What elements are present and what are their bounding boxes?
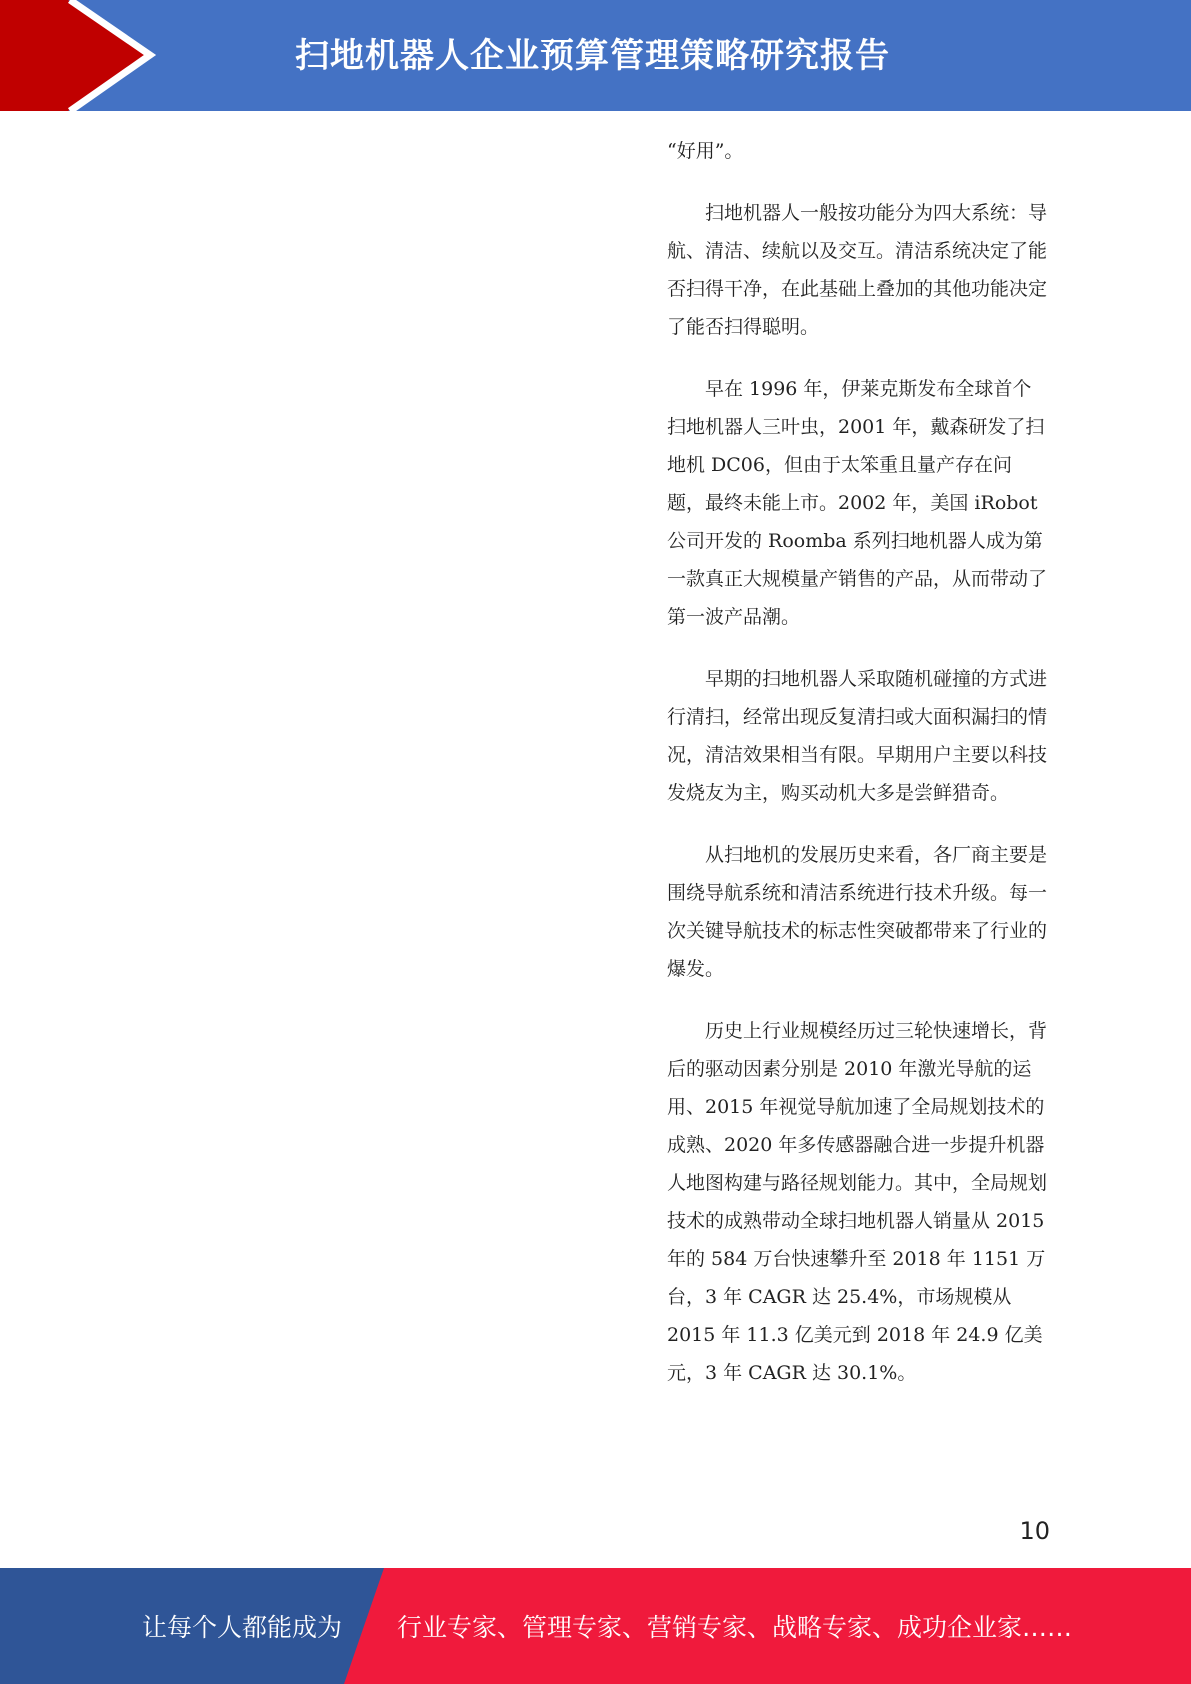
report-title: 扫地机器人企业预算管理策略研究报告 (295, 36, 890, 76)
paragraph: 早在 1996 年，伊莱克斯发布全球首个扫地机器人三叶虫，2001 年，戴森研发了扫地机 DC06，但由于太笨重且量产存在问题，最终未能上市。2002 年，美国 iRobot 公司开发的 Roomba 系列扫地机器人成为第一款真正大规模量产销售的产品，从而带动了第一波产品潮。 (667, 378, 1048, 628)
paragraph-continued: “好用”。 (667, 140, 744, 162)
paragraph: 从扫地机的发展历史来看，各厂商主要是围绕导航系统和清洁系统进行技术升级。每一次关键导航技术的标志性突破都带来了行业的爆发。 (667, 844, 1048, 980)
header-banner (0, 0, 1191, 111)
footer-banner (0, 1568, 1191, 1684)
header-chevron-icon (0, 0, 160, 111)
paragraph: 扫地机器人一般按功能分为四大系统：导航、清洁、续航以及交互。清洁系统决定了能否扫得干净，在此基础上叠加的其他功能决定了能否扫得聪明。 (667, 202, 1048, 338)
footer-tagline: 行业专家、管理专家、营销专家、战略专家、成功企业家…… (397, 1613, 1073, 1642)
footer-slogan: 让每个人都能成为 (142, 1613, 343, 1642)
page-number: 10 (1019, 1517, 1050, 1545)
body-text-column (667, 132, 1047, 1416)
paragraph: 早期的扫地机器人采取随机碰撞的方式进行清扫，经常出现反复清扫或大面积漏扫的情况，清洁效果相当有限。早期用户主要以科技发烧友为主，购买动机大多是尝鲜猎奇。 (667, 668, 1048, 804)
paragraph: 历史上行业规模经历过三轮快速增长，背后的驱动因素分别是 2010 年激光导航的运用、2015 年视觉导航加速了全局规划技术的成熟、2020 年多传感器融合进一步提升机器人地图构建与路径规划能力。其中，全局规划技术的成熟带动全球扫地机器人销量从 2015 年的 584 万台快速攀升至 2018 年 1151 万台，3 年 CAGR 达 25.4%，市场规模从 2015 年 11.3 亿美元到 2018 年 24.9 亿美元，3 年 CAGR 达 30.1%。 (667, 1020, 1048, 1384)
